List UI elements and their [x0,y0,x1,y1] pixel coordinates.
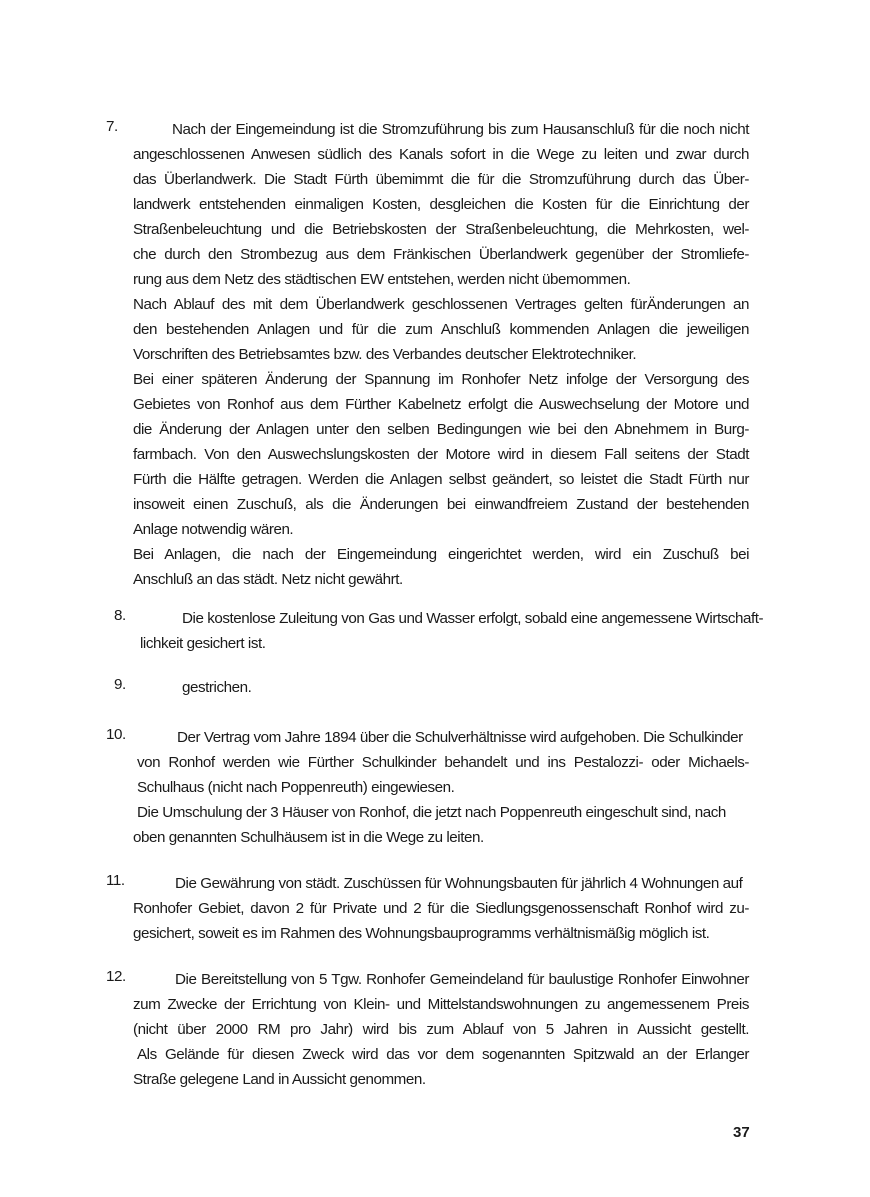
clause-number: 9. [114,676,126,693]
text-line: landwerk entstehenden einmaligen Kosten, desgleichen die Kosten für die Einrichtung der [133,196,749,213]
text-line: Anlage notwendig wären. [133,521,294,538]
clause-number: 10. [106,726,126,743]
text-line: lichkeit gesichert ist. [140,635,266,652]
text-line: zum Zwecke der Errichtung von Klein- und Mittelstandswohnungen zu angemessenem Preis [133,996,749,1013]
text-line: Gebietes von Ronhof aus dem Fürther Kabelnetz erfolgt die Auswechselung der Motore und [133,396,749,413]
text-line: farmbach. Von den Auswechslungskosten der Motore wird in diesem Fall seitens der Stadt [133,446,749,463]
clause-number: 11. [106,872,125,889]
clause-number: 12. [106,968,126,985]
text-line: Fürth die Hälfte getragen. Werden die Anlagen selbst geändert, so leistet die Stadt Fürth nur [133,471,749,488]
text-line: Bei Anlagen, die nach der Eingemeindung eingerichtet werden, wird ein Zuschuß bei [133,546,749,563]
text-line: Ronhofer Gebiet, davon 2 für Private und 2 für die Siedlungsgenossenschaft Ronhof wird zu- [133,900,749,917]
text-line: Nach Ablauf des mit dem Überlandwerk geschlossenen Vertrages gelten fürÄnderungen an [133,296,749,313]
text-line: Vorschriften des Betriebsamtes bzw. des Verbandes deutscher Elektrotechniker. [133,346,637,363]
text-line: Bei einer späteren Änderung der Spannung im Ronhofer Netz infolge der Versorgung des [133,371,749,388]
text-line: Die Umschulung der 3 Häuser von Ronhof, die jetzt nach Poppenreuth eingeschult sind, nach [137,804,726,821]
page-number: 37 [733,1124,750,1141]
text-line: Der Vertrag vom Jahre 1894 über die Schulverhältnisse wird aufgehoben. Die Schulkinder [177,729,743,746]
text-line: insoweit einen Zuschuß, als die Änderungen bei einwandfreiem Zustand der bestehenden [133,496,749,513]
text-line: angeschlossenen Anwesen südlich des Kanals sofort in die Wege zu leiten und zwar durch [133,146,749,163]
text-line: (nicht über 2000 RM pro Jahr) wird bis zum Ablauf von 5 Jahren in Aussicht gestellt. [133,1021,749,1038]
text-line: che durch den Strombezug aus dem Fränkischen Überlandwerk gegenüber der Stromliefe- [133,246,749,263]
text-line: gesichert, soweit es im Rahmen des Wohnungsbauprogramms verhältnismäßig möglich ist. [133,925,710,942]
text-line: Die Gewährung von städt. Zuschüssen für Wohnungsbauten für jährlich 4 Wohnungen auf [175,875,743,892]
text-line: das Überlandwerk. Die Stadt Fürth übemimmt die für die Stromzuführung durch das Über- [133,171,749,188]
text-line: den bestehenden Anlagen und für die zum Anschluß kommenden Anlagen die jeweiligen [133,321,749,338]
text-line: Anschluß an das städt. Netz nicht gewährt. [133,571,403,588]
text-line: Als Gelände für diesen Zweck wird das vor dem sogenannten Spitzwald an der Erlanger [137,1046,749,1063]
clause-number: 7. [106,118,118,135]
clause-number: 8. [114,607,126,624]
text-line: Die Bereitstellung von 5 Tgw. Ronhofer Gemeindeland für baulustige Ronhofer Einwohner [175,971,749,988]
text-line: gestrichen. [182,679,252,696]
text-line: Die kostenlose Zuleitung von Gas und Wasser erfolgt, sobald eine angemessene Wirtschaft- [182,610,764,627]
text-line: oben genannten Schulhäusem ist in die Wege zu leiten. [133,829,484,846]
text-line: von Ronhof werden wie Fürther Schulkinder behandelt und ins Pestalozzi- oder Michaels- [137,754,749,771]
text-line: Schulhaus (nicht nach Poppenreuth) eingewiesen. [137,779,455,796]
text-line: Straße gelegene Land in Aussicht genommen. [133,1071,426,1088]
text-line: die Änderung der Anlagen unter den selben Bedingungen wie bei den Abnehmem in Burg- [133,421,749,438]
text-line: rung aus dem Netz des städtischen EW entstehen, werden nicht übemommen. [133,271,631,288]
text-line: Straßenbeleuchtung und die Betriebskosten der Straßenbeleuchtung, die Mehrkosten, wel- [133,221,749,238]
text-line: Nach der Eingemeindung ist die Stromzuführung bis zum Hausanschluß für die noch nicht [172,121,749,138]
